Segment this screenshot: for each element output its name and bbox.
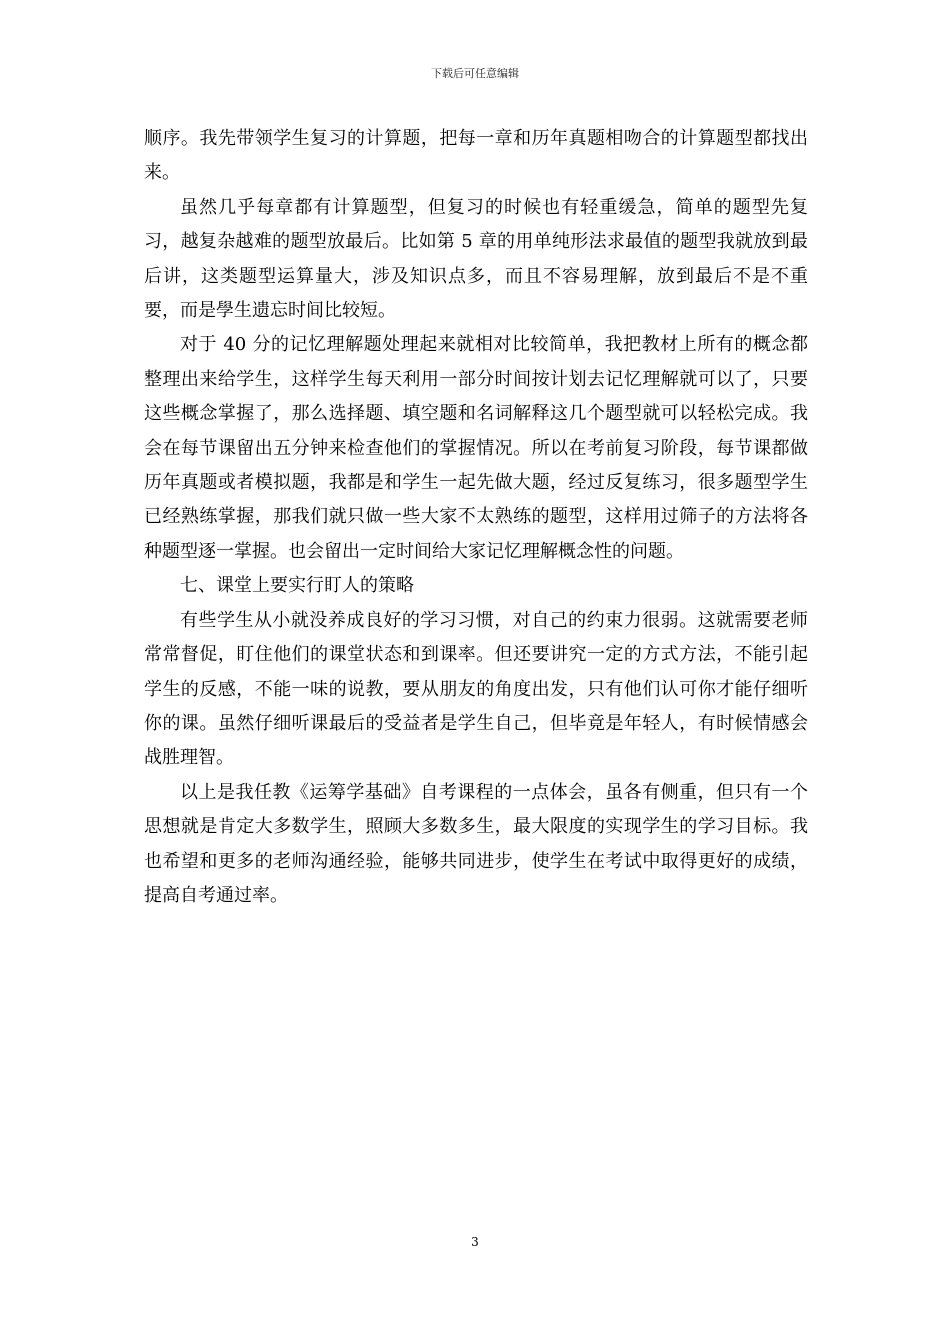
section-heading-7: 七、课堂上要实行盯人的策略 [180,575,414,597]
paragraph-conclusion: 以上是我任教《运筹学基础》自考课程的一点体会，虽各有侧重，但只有一个思想就是肯定大多数学生，照顾大多数多生，最大限度的实现学生的学习目标。我也希望和更多的老师沟通经验，能够共同进步，使学生在考试中取得更好的成绩，提高自考通过率。 [144,781,808,906]
document-body [144,122,808,913]
page-header: 下载后可任意编辑 [431,67,519,80]
paragraph-memory-questions: 对于 40 分的记忆理解题处理起来就相对比较简单，我把教材上所有的概念都整理出来给学生，这样学生每天利用一部分时间按计划去记忆理解就可以了，只要这些概念掌握了，那么选择题、填空题和名词解释这几个题型就可以轻松完成。我会在每节课留出五分钟来检查他们的掌握情况。所以在考前复习阶段，每节课都做历年真题或者模拟题，我都是和学生一起先做大题，经过反复练习，很多题型学生已经熟练掌握，那我们就只做一些大家不太熟练的题型，这样用过筛子的方法将各种题型逐一掌握。也会留出一定时间给大家记忆理解概念性的问题。 [144,334,808,562]
page-number: 3 [471,1235,479,1249]
paragraph-supervision: 有些学生从小就没养成良好的学习习惯，对自己的约束力很弱。这就需要老师常常督促，盯住他们的课堂状态和到课率。但还要讲究一定的方式方法，不能引起学生的反感，不能一味的说教，要从朋友的角度出发，只有他们认可你才能仔细听你的课。虽然仔细听课最后的受益者是学生自己，但毕竟是年轻人，有时候情感会战胜理智。 [144,609,808,769]
paragraph-continuation: 顺序。我先带领学生复习的计算题，把每一章和历年真题相吻合的计算题型都找出来。 [144,128,808,184]
paragraph-review-order: 虽然几乎每章都有计算题型，但复习的时候也有轻重缓急，简单的题型先复习，越复杂越难的题型放最后。比如第 5 章的用单纯形法求最值的题型我就放到最后讲，这类题型运算量大，涉及知识点多，而且不容易理解，放到最后不是不重要，而是學生遗忘时间比较短。 [144,196,808,322]
